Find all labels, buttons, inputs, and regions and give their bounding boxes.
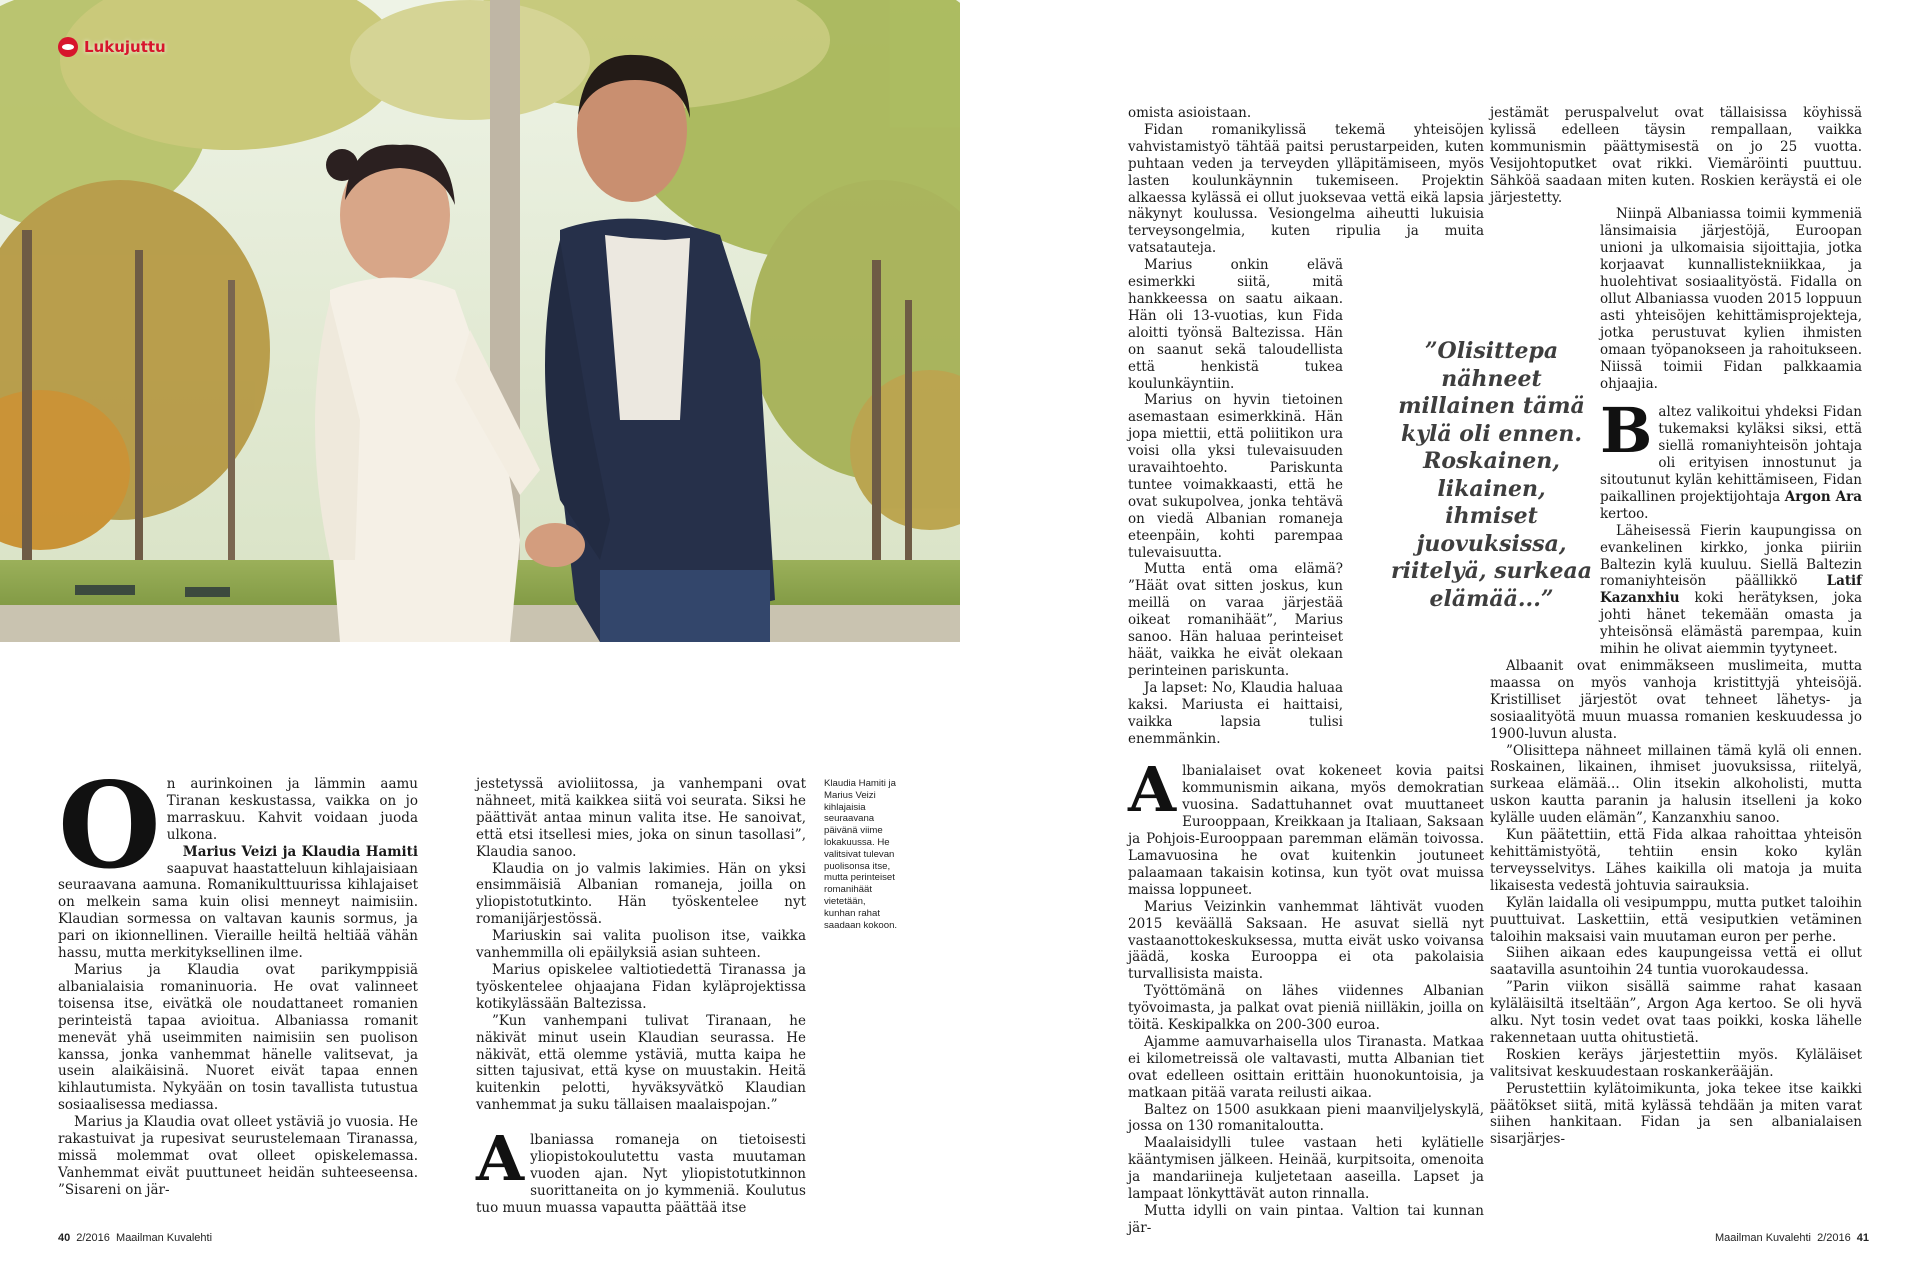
paragraph: Maalaisidylli tulee vastaan heti kylätielle kääntymisen jälkeen. Heinää, kurpitsoita, omenoita ja mandariineja kuljetetaan aaseilla. Lapset ja lampaat lönkyttävät auton rinnalla. [1128, 1135, 1484, 1203]
paragraph: Kun päätettiin, että Fida alkaa rahoittaa yhteisön kehittämistyötä, tehtiin ensin koko kylän terveysselvitys. Lähes kaikilla oli matoja ja muita likaisesta vedestä johtuvia sairauksia. [1490, 827, 1862, 894]
issue-number: 2/2016 [76, 1232, 110, 1244]
paragraph: Kylän laidalla oli vesipumppu, mutta putket taloihin puuttuivat. Laskettiin, että vesiputkien vetäminen taloihin maksaisi vain muutaman euron per perhe. [1490, 894, 1862, 945]
paragraph: jestetyssä avioliitossa, ja vanhempani ovat nähneet, mitä kaikkea siitä voi seurata. Siksi he päättivät antaa minun valita itse. He sanoivat, että etsi itsellesi mies, joka on sinun tasollasi”, Klaudia sanoo. [476, 776, 806, 860]
paragraph: Mutta idylli on vain pintaa. Valtion tai kunnan jär- [1128, 1203, 1484, 1236]
paragraph-text: altez valikoitui yhdeksi Fidan tukemaksi kyläksi siksi, että siellä romaniyhteisön johtaja oli erityisen innostunut ja sitoutunut kylän kehittämiseen, Fidan paikallinen projektijohtaja [1600, 404, 1862, 505]
photo-caption: Klaudia Hamiti ja Marius Veizi kihlajaisia seuraavana päivänä viime lokakuussa. He valitsivat tulevan puolisonsa itse, mutta perinteiset romanihäät vietetään, kunhan rahat saadaan kokoon. [824, 778, 898, 931]
paragraph: Marius ja Klaudia ovat parikymppisiä albanialaisia romaninuoria. He ovat valinneet toisensa itse, eivätkä ole noudattaneet romanien perinteistä tapaa avioitua. Albaniassa romanit menevät yhä useimmiten naimisiin sen puolison kanssa, jonka vanhemmat hänelle valitsevat, ja usein alaikäisinä. Nuoret eivät tapaa ennen kihlautumista. Nykyään on tosin tavallista tutustua sosiaalisessa mediassa. [58, 961, 418, 1114]
lips-icon [58, 37, 78, 57]
drop-cap: O [58, 756, 161, 895]
paragraph-text: koki herätyksen, joka johti hänet tekemään omasta ja yhteisönsä elämästä parempaa, kuin mihin he olivat aiemmin tyytyneet. [1600, 590, 1862, 658]
footer-left [58, 1232, 212, 1244]
page-number: 41 [1856, 1232, 1869, 1244]
paragraph: ”Kun vanhempani tulivat Tiranaan, he näkivät minut usein Klaudian seurassa. He näkivät, että olemme ystäviä, mutta kaipa he sitten tajusivat, että kyse on muustakin. Heitä kuitenkin pelotti, hyväksyvätkö Klaudian vanhemmat ja suku tällaisen maalaispojan.” [476, 1012, 806, 1114]
magazine-name: Maailman Kuvalehti [1714, 1232, 1811, 1244]
drop-cap: A [476, 1122, 525, 1196]
paragraph-text: lbanialaiset ovat kokeneet kovia paitsi kommunismin aikana, myös demokratian vuosina. Sadattuhannet ovat muuttaneet Eurooppaan, Kreikkaan ja Italiaan, Saksaan ja Pohjois-Eurooppaan paremman elämän toivossa. Lamavuosina he ovat kuitenkin joutuneet palaamaan takaisin kotinsa, kun työt ovat muissa maissa loppuneet. [1128, 763, 1484, 898]
paragraph: Marius on hyvin tietoinen asemastaan esimerkkinä. Hän jopa miettii, että poliitikon ura voisi olla yksi tulevaisuuden uravaihtoehto. Pariskunta tuntee voimakkaasti, että he ovat sukupolvea, jonka tehtävä on viedä Albanian romaneja eteenpäin, kohti parempaa tulevaisuutta. [1128, 392, 1343, 561]
paragraph: ”Parin viikon sisällä saimme rahat kasaan kyläläisiltä itseltään”, Argon Aga kertoo. Se oli hyvä alku. Nyt tosin vedet ovat taas poikki, koska lähelle rakennetaan uutta ohitustietä. [1490, 979, 1862, 1046]
issue-number: 2/2016 [1817, 1232, 1851, 1244]
paragraph [1128, 753, 1484, 898]
paragraph: Marius onkin elävä esimerkki siitä, mitä hankkeessa on saatu aikaan. Hän oli 13-vuotias, kun Fida aloitti työnsä Baltezissa. Hän on saanut sekä taloudellista että henkistä tukea koulunkäyntiin. [1128, 257, 1343, 392]
paragraph: Baltez on 1500 asukkaan pieni maanviljelyskylä, jossa on 130 romanitaloutta. [1128, 1101, 1484, 1135]
section-tag [58, 37, 166, 57]
drop-cap: A [1128, 753, 1177, 827]
paragraph-text: lbaniassa romaneja on tietoisesti yliopistokoulutettu vasta muutaman vuoden ajan. Nyt yliopistotutkinnon suorittaneita on jo kymmeniä. Koulutus tuo muun muassa vapautta päättää itse [476, 1132, 806, 1216]
paragraph: Siihen aikaan edes kaupungeissa vettä ei ollut saatavilla asuntoihin 24 tuntia vuorokaudessa. [1490, 945, 1862, 979]
paragraph-text: n aurinkoinen ja lämmin aamu Tiranan keskustassa, vaikka on jo marraskuu. Kahvit voidaan juoda ulkona. [166, 776, 418, 843]
paragraph: Perustettiin kylätoimikunta, joka tekee itse kaikki päätökset siitä, mitä kylässä tehdään ja miten varat siihen hankitaan. Fidan ja sen albanialaisen sisarjärjes- [1490, 1080, 1862, 1148]
footer-right [1715, 1232, 1869, 1244]
article-column-4 [1490, 105, 1862, 1148]
person-names: Marius Veizi ja Klaudia Hamiti [182, 843, 418, 860]
paragraph: Albaanit ovat enimmäkseen muslimeita, mutta maassa on myös vanhoja kristittyjä yhteisöjä. Kristilliset järjestöt ovat tehneet lähetys- ja sosiaalityötä muun muassa romanien keskuudessa jo 1900-luvun alusta. [1490, 658, 1862, 742]
paragraph: Ja lapset: No, Klaudia haluaa kaksi. Mariusta ei haittaisi, vaikka lapsia tulisi enemmänkin. [1128, 679, 1343, 747]
drop-cap: B [1600, 394, 1653, 468]
paragraph: jestämät peruspalvelut ovat tällaisissa köyhissä kylissä edelleen täysin rempallaan, vaikka kommunismin päättymisestä on jo 25 vuotta. Vesijohtoputket ovat rikki. Viemäröinti puuttuu. Sähköä saadaan miten kuten. Roskien keräystä ei ole järjestetty. [1490, 105, 1862, 206]
paragraph-text: kertoo. [1600, 505, 1649, 522]
pull-quote: ”Olisittepa nähneet millainen tämä kylä oli ennen. Roskainen, likainen, ihmiset juovuksissa, riitelyä, surkeaa elämää...” [1391, 338, 1592, 612]
paragraph: ”Olisittepa nähneet millainen tämä kylä oli ennen. Roskainen, likainen, ihmiset juovuksissa, riitelyä, surkeaa elämää... Olin itsekin alkoholisti, mutta uskon kautta paranin ja halusin itselleni ja koko kylälle uuden elämän”, Kanzanxhiu sanoo. [1490, 742, 1862, 827]
paragraph [1600, 523, 1862, 658]
article-column-3 [1128, 105, 1484, 1237]
section-tag-label: Lukujuttu [84, 38, 166, 56]
paragraph: Roskien keräys järjestettiin myös. Kyläläiset valitsivat keskuudestaan roskankerääjän. [1490, 1046, 1862, 1080]
page-number: 40 [58, 1232, 71, 1244]
paragraph: Ajamme aamuvarhaisella ulos Tiranasta. Matkaa ei kilometreissä ole valtavasti, mutta Albanian tiet ovat edelleen osittain erittäin huonokuntoisia, ja matkaan pitää varata reilusti aikaa. [1128, 1033, 1484, 1101]
person-name: Argon Ara [1784, 488, 1862, 505]
paragraph: Mariuskin sai valita puolison itse, vaikka vanhemmilla oli epäilyksiä asian suhteen. [476, 928, 806, 962]
paragraph: Fidan romanikylissä tekemä yhteisöjen vahvistamistyö tähtää paitsi perustarpeiden, kuten puhtaan veden ja terveyden ylläpitämiseen, myös lasten koulunkäynnin tukemiseen. Projektin alkaessa kylässä ei ollut juoksevaa vettä eikä lapsia näkynyt koulussa. Vesiongelma aiheutti lukuisia terveysongelmia, kuten ripulia ja muita vatsatauteja. [1128, 121, 1484, 257]
paragraph-text: saapuvat haastatteluun kihlajaisiaan seuraavana aamuna. Romanikulttuurissa kihlajaiset on melkein sama kuin olisi menneyt naimisiin. Klaudian sormessa on valtavan kaunis sormus, ja pari on ikionnellinen. Vieraille heiltä heltiää vähän hassu, mutta merkityksellinen ilme. [58, 860, 418, 962]
paragraph [476, 1122, 806, 1217]
paragraph: Mutta entä oma elämä? ”Häät ovat sitten joskus, kun meillä on varaa järjestää oikeat romanihäät”, Marius sanoo. Hän haluaa perinteiset häät, vaikka he eivät olekaan perinteinen pariskunta. [1128, 561, 1343, 679]
article-column-2 [476, 776, 806, 1217]
article-column-1 [58, 756, 418, 1199]
paragraph: Työttömänä on lähes viidennes Albanian työvoimasta, ja palkat ovat pieniä niilläkin, joilla on töitä. Keskipalkka on 200-300 euroa. [1128, 983, 1484, 1034]
person-name: Latif Kazanxhiu [1600, 573, 1862, 607]
magazine-name: Maailman Kuvalehti [116, 1232, 213, 1244]
paragraph [1600, 394, 1862, 522]
paragraph: Marius ja Klaudia ovat olleet ystäviä jo vuosia. He rakastuivat ja rupesivat seurustelemaan Tiranassa, missä molemmat ovat olleet opiskelemassa. Vanhemmat eivät puuttuneet heidän suhteeseensa. ”Sisareni on jär- [58, 1114, 418, 1198]
paragraph-text: Läheisessä Fierin kaupungissa on evankelinen kirkko, jonka piiriin Baltezin kylä kuuluu. Siellä Baltezin romaniyhteisön päällikkö [1600, 522, 1862, 590]
paragraph: Niinpä Albaniassa toimii kymmeniä länsimaisia järjestöjä, Euroopan unioni ja ulkomaisia sijoittajia, jotka korjaavat kunnallistekniikkaa, ja huolehtivat sosiaalityöstä. Fidalla on ollut Albaniassa vuoden 2015 loppuun asti yhteisöjen kehittämisprojekteja, jotka perustuvat kylien ihmisten omaan työpanokseen ja rahoitukseen. Niissä toimii Fidan palkkaamia ohjaajia. [1600, 206, 1862, 392]
paragraph: Marius Veizinkin vanhemmat lähtivät vuoden 2015 keväällä Saksaan. He asuvat siellä nyt vastaanottokeskuksessa, mutta eivät usko voivansa jäädä, koska Eurooppa ei ota pakolaisia turvallisista maista. [1128, 898, 1484, 983]
paragraph: omista asioistaan. [1128, 105, 1252, 121]
couple-in-park-photo [0, 0, 960, 642]
paragraph: Marius opiskelee valtiotiedettä Tiranassa ja työskentelee ohjaajana Fidan kyläprojektissa kotikylässään Baltezissa. [476, 961, 806, 1012]
hero-photo [0, 0, 960, 642]
paragraph: Klaudia on jo valmis lakimies. Hän on yksi ensimmäisiä Albanian romaneja, joilla on yliopistotutkinto. Hän työskentelee nyt romanijärjestössä. [476, 860, 806, 928]
